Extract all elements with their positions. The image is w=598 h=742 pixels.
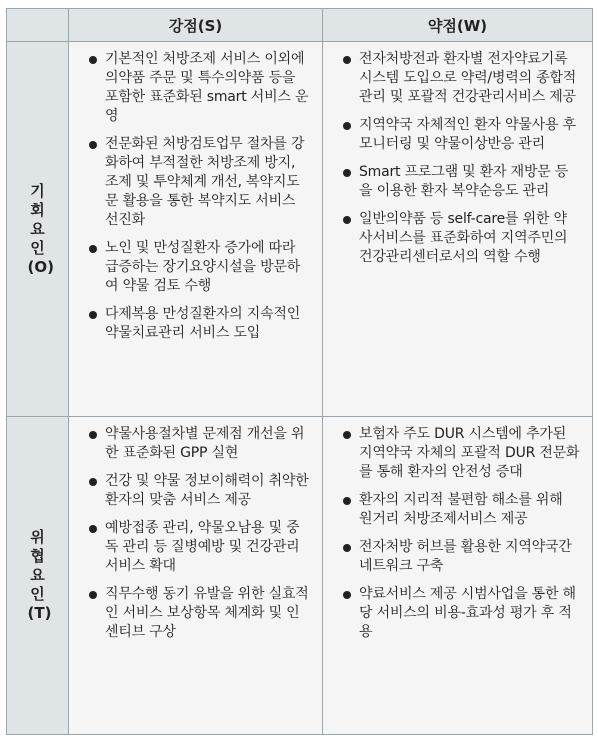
bullet-icon: [343, 544, 351, 552]
list-item-text: 예방접종 관리, 약물오남용 및 중독 관리 등 질병예방 및 건강관리서비스 확대: [105, 520, 300, 574]
header-strengths: 강점(S): [69, 9, 323, 42]
list-item: [81, 519, 310, 576]
list-item-text: 보험자 주도 DUR 시스템에 추가된 지역약국 자체의 포괄적 DUR 전문화를 통해 환자의 안전성 증대: [359, 426, 580, 480]
bullet-icon: [89, 431, 97, 439]
threat-weaknesses-cell: [323, 417, 593, 735]
bullet-icon: [89, 311, 97, 319]
list-item: [335, 425, 580, 482]
list-item-text: 전자처방 허브를 활용한 지역약국간 네트워크 구축: [359, 539, 572, 574]
list-item-text: 약물사용절차별 문제점 개선을 위한 표준화된 GPP 실현: [105, 426, 305, 461]
list-item: [335, 163, 580, 201]
row-label-text: 위협요인(T): [27, 528, 52, 622]
bullet-icon: [343, 56, 351, 64]
list-item-text: 전문화된 처방검토업무 절차를 강화하여 부적절한 처방조제 방지, 조제 및 투약체계 개선, 복약지도문 활용을 통한 복약지도 서비스 선진화: [105, 136, 305, 228]
header-row: [7, 9, 593, 42]
list-item-text: 다제복용 만성질환자의 지속적인 약물치료관리 서비스 도입: [105, 306, 301, 341]
list-item-text: 기본적인 처방조제 서비스 이외에 의약품 주문 및 특수의약품 등을 포함한 표준화된 smart 서비스 운영: [105, 51, 309, 124]
bullet-icon: [89, 245, 97, 253]
threat-weaknesses-list: [323, 417, 592, 642]
threat-strengths-list: [69, 417, 322, 642]
list-item-text: 일반의약품 등 self-care를 위한 약사서비스를 표준화하여 지역주민의 건강관리센터로서의 역할 수행: [359, 211, 568, 265]
list-item-text: 환자의 지리적 불편함 해소를 위해 원거리 처방조제서비스 제공: [359, 492, 563, 527]
list-item: [81, 585, 310, 642]
bullet-icon: [89, 56, 97, 64]
opportunity-weaknesses-cell: [323, 42, 593, 417]
list-item: [335, 116, 580, 154]
opportunity-strengths-list: [69, 42, 322, 343]
bullet-icon: [343, 591, 351, 599]
list-item-text: 직무수행 동기 유발을 위한 실효적인 서비스 보상항목 체계화 및 인센티브 구상: [105, 586, 309, 640]
row-label-opportunities: [7, 42, 69, 417]
list-item: [81, 472, 310, 510]
list-item: [81, 425, 310, 463]
list-item: [335, 491, 580, 529]
row-opportunities: [7, 42, 593, 417]
header-weaknesses: 약점(W): [323, 9, 593, 42]
corner-cell: [7, 9, 69, 42]
swot-table: [6, 8, 593, 735]
row-threats: [7, 417, 593, 735]
list-item: [335, 210, 580, 267]
list-item: [335, 538, 580, 576]
list-item: [81, 135, 310, 230]
list-item-text: 건강 및 약물 정보이해력이 취약한 환자의 맞춤 서비스 제공: [105, 473, 309, 508]
opportunity-weaknesses-list: [323, 42, 592, 267]
bullet-icon: [89, 141, 97, 149]
bullet-icon: [343, 497, 351, 505]
list-item: [81, 50, 310, 126]
list-item: [335, 585, 580, 642]
bullet-icon: [343, 169, 351, 177]
row-label-threats: [7, 417, 69, 735]
bullet-icon: [89, 525, 97, 533]
bullet-icon: [89, 478, 97, 486]
list-item: [81, 305, 310, 343]
bullet-icon: [89, 591, 97, 599]
list-item: [81, 239, 310, 296]
list-item-text: 약료서비스 제공 시범사업을 통한 해당 서비스의 비용-효과성 평가 후 적용: [359, 586, 576, 640]
list-item-text: Smart 프로그램 및 환자 재방문 등을 이용한 환자 복약순응도 관리: [359, 164, 569, 199]
threat-strengths-cell: [69, 417, 323, 735]
list-item: [335, 50, 580, 107]
list-item-text: 노인 및 만성질환자 증가에 따라 급증하는 장기요양시설을 방문하여 약물 검토 수행: [105, 240, 301, 294]
row-label-text: 기회요인(O): [27, 181, 54, 276]
list-item-text: 전자처방전과 환자별 전자약료기록시스템 도입으로 약력/병력의 종합적 관리 및 포괄적 건강관리서비스 제공: [359, 51, 577, 105]
list-item-text: 지역약국 자체적인 환자 약물사용 후 모니터링 및 약물이상반응 관리: [359, 117, 576, 152]
bullet-icon: [343, 216, 351, 224]
bullet-icon: [343, 122, 351, 130]
opportunity-strengths-cell: [69, 42, 323, 417]
bullet-icon: [343, 431, 351, 439]
